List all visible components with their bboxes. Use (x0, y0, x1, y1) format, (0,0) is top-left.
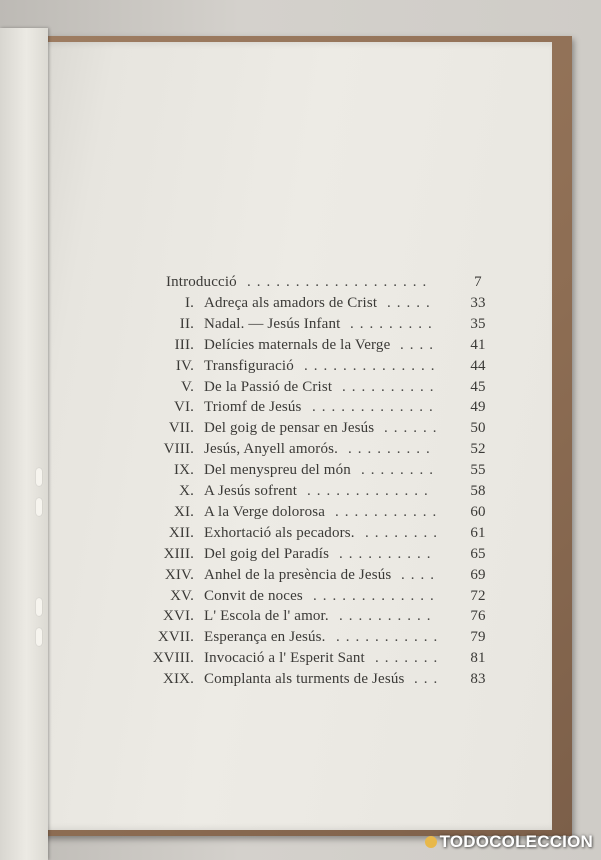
leader-dots: ........ (365, 524, 443, 541)
page-number: 45 (470, 378, 486, 395)
leader-dots: .............. (304, 357, 441, 374)
chapter-numeral: II. (179, 315, 194, 332)
chapter-numeral: XII. (168, 524, 194, 541)
toc-entry (38, 586, 552, 606)
chapter-numeral: XI. (173, 503, 194, 520)
page-number: 58 (470, 483, 486, 499)
toc-entry (38, 544, 552, 564)
chapter-title: L' Escola de l' amor. (204, 608, 329, 625)
leader-dots: .......... (339, 608, 437, 625)
toc-entry (38, 460, 552, 480)
chapter-title: Nadal. — Jesús Infant (204, 315, 341, 332)
chapter-title: Del goig de pensar en Jesús (204, 420, 375, 437)
leader-dots: .......... (342, 378, 440, 395)
page-number: 76 (470, 608, 486, 625)
leader-dots: ......... (348, 441, 436, 458)
chapter-title: Del menyspreu del món (204, 462, 351, 479)
page-number: 50 (470, 420, 486, 437)
chapter-title: Introducció (166, 274, 237, 290)
page-number: 7 (474, 274, 482, 290)
chapter-title: Del goig del Paradís (204, 545, 330, 562)
watermark-text: TODOCOLECCION (439, 832, 593, 851)
page-number: 60 (470, 503, 486, 520)
page-number: 35 (470, 315, 486, 332)
chapter-numeral: IV. (175, 357, 194, 374)
page-number: 81 (470, 650, 486, 667)
chapter-title: Triomf de Jesús (204, 399, 302, 416)
page-number: 72 (470, 587, 486, 604)
chapter-title: Invocació a l' Esperit Sant (204, 650, 365, 667)
chapter-title: De la Passió de Crist (204, 378, 333, 395)
page-number: 33 (470, 294, 486, 311)
leader-dots: ....... (375, 650, 444, 667)
leader-dots: .... (400, 336, 439, 353)
chapter-numeral: III. (174, 336, 194, 353)
chapter-numeral: XV. (170, 587, 194, 604)
toc-entry (38, 418, 552, 438)
chapter-numeral: XIV. (164, 566, 194, 583)
chapter-title: Delícies maternals de la Verge (204, 336, 391, 353)
chapter-title: Esperança en Jesús. (204, 629, 326, 646)
chapter-title: Convit de noces (204, 587, 303, 604)
toc-entry (38, 502, 552, 522)
page-number: 69 (470, 566, 486, 583)
leader-dots: ......... (350, 315, 438, 332)
chapter-numeral: VII. (168, 420, 194, 437)
toc-entry (38, 669, 552, 689)
page-number: 41 (470, 336, 486, 353)
leader-dots: ... (414, 671, 444, 688)
toc-entry (38, 523, 552, 543)
chapter-numeral: X. (179, 483, 194, 499)
toc-entry (38, 314, 552, 334)
chapter-numeral: XVI. (162, 608, 194, 625)
book-page (38, 42, 552, 830)
page-number: 55 (470, 462, 486, 479)
toc-entry (38, 397, 552, 417)
toc-entry (38, 335, 552, 355)
stitch-mark (36, 498, 42, 516)
toc-entry (38, 293, 552, 313)
leader-dots: ...... (384, 420, 443, 437)
leader-dots: .... (401, 566, 440, 583)
leader-dots: ............. (312, 399, 439, 416)
leader-dots: ............. (307, 483, 434, 499)
toc-entry (38, 377, 552, 397)
toc-entry (38, 648, 552, 668)
table-of-contents (38, 42, 552, 830)
chapter-numeral: I. (184, 294, 194, 311)
leader-dots: ..... (387, 294, 436, 311)
page-number: 79 (470, 629, 486, 646)
page-number: 44 (470, 357, 486, 374)
folded-leaf (0, 28, 48, 860)
leader-dots: ........... (336, 629, 444, 646)
leader-dots: ................... (247, 274, 433, 290)
chapter-numeral: XVIII. (152, 650, 194, 667)
chapter-title: Anhel de la presència de Jesús (204, 566, 392, 583)
stitch-mark (36, 628, 42, 646)
page-number: 61 (470, 524, 486, 541)
toc-entry (38, 439, 552, 459)
toc-entry (38, 356, 552, 376)
chapter-title: Transfiguració (204, 357, 294, 374)
chapter-numeral: XIX. (162, 671, 194, 688)
toc-entry (38, 481, 552, 501)
chapter-numeral: VI. (173, 399, 194, 416)
page-number: 52 (470, 441, 486, 458)
chapter-title: A la Verge dolorosa (204, 503, 326, 520)
chapter-numeral: XIII. (163, 545, 194, 562)
chapter-title: A Jesús sofrent (204, 483, 298, 499)
logo-icon (425, 836, 437, 848)
leader-dots: ........ (361, 462, 439, 479)
chapter-numeral: IX. (173, 462, 194, 479)
chapter-numeral: V. (181, 378, 194, 395)
page-number: 83 (470, 671, 486, 688)
chapter-title: Exhortació als pecadors. (204, 524, 355, 541)
page-number: 65 (470, 545, 486, 562)
watermark (425, 832, 593, 852)
toc-entry (38, 565, 552, 585)
chapter-title: Adreça als amadors de Crist (204, 294, 378, 311)
chapter-title: Complanta als turments de Jesús (204, 671, 405, 688)
chapter-title: Jesús, Anyell amorós. (204, 441, 338, 458)
chapter-numeral: VIII. (163, 441, 194, 458)
toc-entry (38, 606, 552, 626)
page-number: 49 (470, 399, 486, 416)
stitch-mark (36, 468, 42, 486)
leader-dots: ........... (335, 503, 443, 520)
toc-entry (38, 627, 552, 647)
toc-entry (38, 272, 552, 292)
chapter-numeral: XVII. (157, 629, 194, 646)
stitch-mark (36, 598, 42, 616)
leader-dots: .......... (339, 545, 437, 562)
leader-dots: ............. (313, 587, 440, 604)
